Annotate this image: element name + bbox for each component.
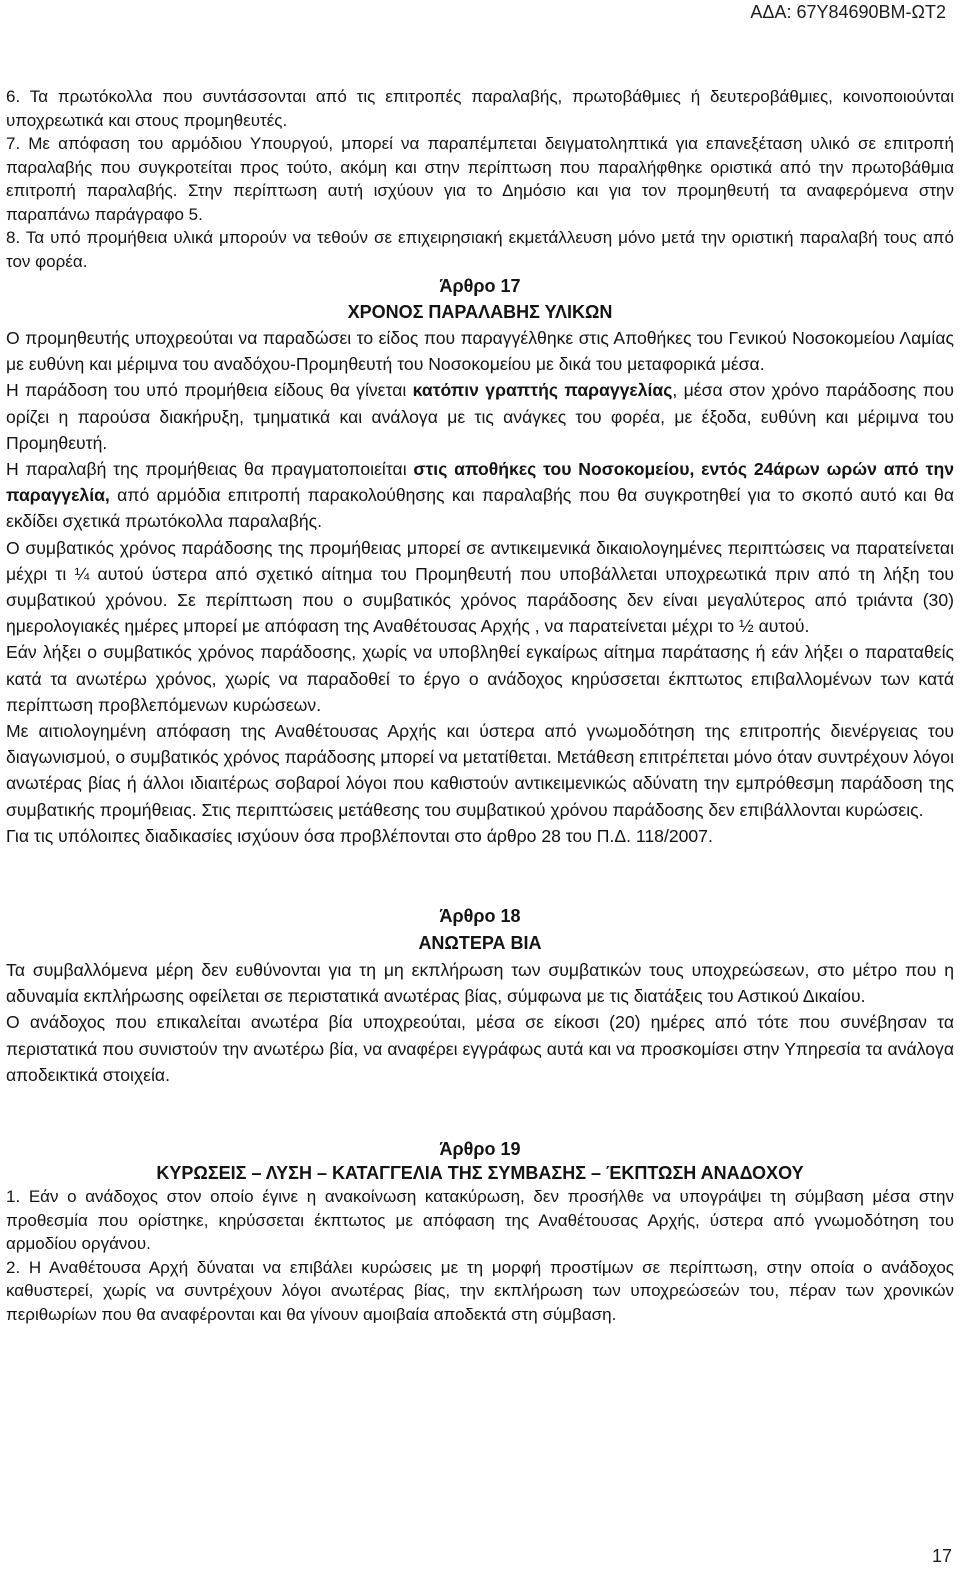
bold-text-run: στις αποθήκες του Νοσοκομείου, εντός 24άρων ωρών από την παραγγελία, [6,459,954,506]
document-body [6,85,954,1326]
article-17-title: ΧΡΟΝΟΣ ΠΑΡΑΛΑΒΗΣ ΥΛΙΚΩΝ [347,302,613,322]
paragraph-7: 7. Με απόφαση του αρμόδιου Υπουργού, μπορεί να παραπέμπεται δειγματοληπτικά για επανεξέταση υλικό σε επιτροπή παραλαβής που συγκροτείται προς τούτο, ακόμη και στην περίπτωση που παραλήφθηκε οριστικά από την πρωτοβάθμια επιτροπή παραλαβής. Στην περίπτωση αυτή ισχύουν για το Δημόσιο και για τον προμηθευτή τα αναφερόμενα στην παραπάνω παράγραφο 5. [6,134,954,224]
article-18-title: ΑΝΩΤΕΡΑ ΒΙΑ [418,933,542,954]
bold-text-run: κατόπιν γραπτής παραγγελίας [412,380,673,401]
article-18-paragraph-2: Ο ανάδοχος που επικαλείται ανωτέρα βία υποχρεούται, μέσα σε είκοσι (20) ημέρες από τότε που συνέβησαν τα περιστατικά που συνιστούν την ανωτέρω βία, να αναφέρει εγγράφως αυτά και να προσκομίσει στην Υπηρεσία τα ανάλογα αποδεικτικά στοιχεία. [6,1012,954,1085]
text-run: από αρμόδια επιτροπή παρακολούθησης και παραλαβής που θα συγκροτηθεί για το σκοπό αυτό και θα εκδίδει σχετικά πρωτόκολλα παραλαβής. [6,485,954,532]
article-18 [6,903,954,1088]
intro-section [6,85,954,273]
text-run: Η παραλαβή της προμήθειας θα πραγματοποιείται [6,459,414,480]
article-17 [6,273,954,849]
text-run: , μέσα στον χρόνο παράδοσης που ορίζει η παρούσα διακήρυξη, τμηματικά και ανάλογα με τις ανάγκες του φορέα, με έξοδα, ευθύνη και μέριμνα του Προμηθευτή. [6,380,955,453]
article-18-paragraph-1: Τα συμβαλλόμενα μέρη δεν ευθύνονται για τη μη εκπλήρωση των συμβατικών τους υποχρεώσεων, στο μέτρο που η αδυναμία εκπλήρωσης οφείλεται σε περιστατικά ανωτέρας βίας, σύμφωνα με τις διατάξεις του Αστικού Δικαίου. [6,960,954,1007]
article-17-paragraph-6: Με αιτιολογημένη απόφαση της Αναθέτουσας Αρχής και ύστερα από γνωμοδότηση της επιτροπής διενέργειας του διαγωνισμού, ο συμβατικός χρόνος παράδοσης μπορεί να μετατίθεται. Μετάθεση επιτρέπεται μόνο όταν συντρέχουν λόγοι ανωτέρας βίας ή άλλοι ιδιαιτέρως σοβαροί λόγοι που καθιστούν αντικειμενικώς αδύνατη την εμπρόθεσμη παράδοση της συμβατικής προμήθειας. Στις περιπτώσεις μετάθεσης του συμβατικού χρόνου παράδοσης δεν επιβάλλονται κυρώσεις. [6,721,954,820]
article-17-paragraph-3 [6,456,954,535]
article-19-paragraph-2: 2. Η Αναθέτουσα Αρχή δύναται να επιβάλει κυρώσεις με τη μορφή προστίμων σε περίπτωση, στην οποία ο ανάδοχος καθυστερεί, χωρίς να συντρέχουν λόγοι ανωτέρας βίας, την εκπλήρωση των υποχρεώσεών του, πέραν των χρονικών περιθωρίων που θα αναφέρονται και θα γίνουν αμοιβαία αποδεκτά στη σύμβαση. [6,1257,954,1324]
paragraph-8: 8. Τα υπό προμήθεια υλικά μπορούν να τεθούν σε επιχειρησιακή εκμετάλλευση μόνο μετά την οριστική παραλαβή τους από τον φορέα. [6,228,954,271]
paragraph-6: 6. Τα πρωτόκολλα που συντάσσονται από τις επιτροπές παραλαβής, πρωτοβάθμιες ή δευτεροβάθμιες, κοινοποιούνται υποχρεωτικά και στους προμηθευτές. [6,87,954,130]
article-17-number: Άρθρο 17 [439,276,521,296]
article-17-paragraph-7: Για τις υπόλοιπες διαδικασίες ισχύουν όσα προβλέπονται στο άρθρο 28 του Π.Δ. 118/2007. [6,825,713,846]
article-19-paragraph-1: 1. Εάν ο ανάδοχος στον οποίο έγινε η ανακοίνωση κατακύρωση, δεν προσήλθε να υπογράψει τη σύμβαση μέσα στην προθεσμία που ορίστηκε, κηρύσσεται έκπτωτος με απόφαση της Αναθέτουσας Αρχής, ύστερα από γνωμοδότηση του αρμοδίου οργάνου. [6,1187,954,1254]
article-17-paragraph-1: Ο προμηθευτής υποχρεούται να παραδώσει το είδος που παραγγέλθηκε στις Αποθήκες του Γενικού Νοσοκομείου Λαμίας με ευθύνη και μέριμνα του αναδόχου-Προμηθευτή του Νοσοκομείου με δικά του μεταφορικά μέσα. [6,328,954,375]
article-17-paragraph-2 [6,377,954,456]
page-number: 17 [931,1546,952,1566]
article-19 [6,1137,954,1326]
text-run: Η παράδοση του υπό προμήθεια είδους θα γίνεται [6,380,413,401]
article-18-number: Άρθρο 18 [439,906,521,927]
article-17-paragraph-4: Ο συμβατικός χρόνος παράδοσης της προμήθειας μπορεί σε αντικειμενικά δικαιολογημένες περιπτώσεις να παρατείνεται μέχρι τι ¼ αυτού ύστερα από σχετικό αίτημα του Προμηθευτή που υποβάλλεται υποχρεωτικά πριν από τη λήξη του συμβατικού χρόνου. Σε περίπτωση που ο συμβατικός χρόνος παράδοσης δεν είναι μεγαλύτερος από τριάντα (30) ημερολογιακές ημέρες μπορεί με απόφαση της Αναθέτουσας Αρχής , να παρατείνεται μέχρι το ½ αυτού. [6,537,954,637]
ada-identifier: ΑΔΑ: 67Υ84690ΒΜ-ΩΤ2 [750,2,946,22]
article-19-number: Άρθρο 19 [439,1139,521,1160]
article-17-paragraph-5: Εάν λήξει ο συμβατικός χρόνος παράδοσης, χωρίς να υποβληθεί εγκαίρως αίτημα παράτασης ή εάν λήξει ο παραταθείς κατά τα ανωτέρω χρόνος, χωρίς να παραδοθεί το έργο ο ανάδοχος κηρύσσεται έκπτωτος επιβαλλομένων των κατά περίπτωση προβλεπόμενων κυρώσεων. [6,642,954,715]
article-19-title: ΚΥΡΩΣΕΙΣ – ΛΥΣΗ – ΚΑΤΑΓΓΕΛΙΑ ΤΗΣ ΣΥΜΒΑΣΗΣ – ΈΚΠΤΩΣΗ ΑΝΑΔΟΧΟΥ [156,1163,804,1184]
